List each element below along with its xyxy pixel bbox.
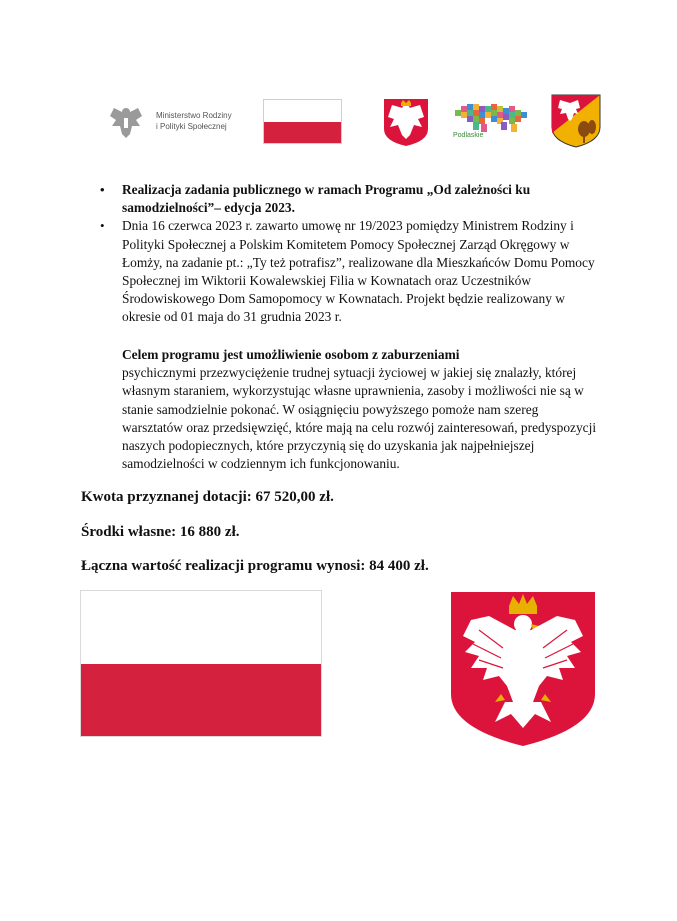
bison-mosaic-icon	[451, 100, 531, 134]
county-shield-icon	[550, 93, 602, 149]
polish-flag-large	[80, 590, 322, 737]
flag-red-stripe	[81, 664, 321, 737]
goal-text: psychicznymi przezwyciężenie trudnej sytuacji życiowej w jakiej się znalazły, której własnym staraniem, wykorzystując własne uprawnienia, zasoby i możliwości nie są w stanie samodzielnie pokonać. W osiągnięciu powyższego pomoże nam szereg warsztatów oraz przedsięwzięć, które mają na celu rozwój zainteresowań, predyspozycji naszych podopiecznych, które przyczynią się do uzyskania jak najpełniejszej samodzielności w codziennym ich funkcjonowaniu.	[122, 365, 597, 472]
ministry-eagle-icon	[106, 102, 146, 142]
flag-white-stripe	[264, 100, 341, 122]
grant-amount: Kwota przyznanej dotacji: 67 520,00 zł.	[81, 489, 334, 505]
ministry-name-line1: Ministerstwo Rodziny	[156, 111, 232, 120]
white-eagle-icon	[382, 97, 430, 147]
polish-emblem-large	[449, 590, 597, 748]
flag-red-stripe	[264, 122, 341, 144]
total-value: Łączna wartość realizacji programu wynosi: 84 400 zł.	[81, 558, 429, 574]
podlaskie-label: Podlaskie	[453, 132, 484, 139]
white-eagle-icon	[449, 590, 597, 748]
ministry-name	[156, 110, 232, 132]
ministry-name-line2: i Polityki Społecznej	[156, 122, 227, 131]
county-coat-of-arms	[550, 93, 602, 149]
ministry-logo	[106, 102, 256, 142]
polish-emblem-small	[382, 97, 430, 147]
flag-white-stripe	[81, 591, 321, 664]
polish-flag-small	[263, 99, 342, 144]
program-title-line1: Realizacja zadania publicznego w ramach Programu „Od zależności ku	[122, 182, 531, 197]
program-goal	[122, 346, 602, 473]
announcement-list	[100, 181, 600, 327]
goal-heading: Celem programu jest umożliwienie osobom z zaburzeniami	[122, 347, 460, 362]
own-funds: Środki własne: 16 880 zł.	[81, 524, 240, 540]
list-item-program-title	[100, 181, 600, 217]
list-item-agreement: • Dnia 16 czerwca 2023 r. zawarto umowę nr 19/2023 pomiędzy Ministrem Rodziny i Polityki Społecznej a Polskim Komitetem Pomocy Społecznej Zarząd Okręgowy w Łomży, na zadanie pt.: „Ty też potrafisz”, realizowane dla Mieszkańców Domu Pomocy Społecznej im Wiktorii Kowalewskiej Filia w Kownatach oraz Uczestników Środowiskowego Dom Samopomocy w Kownatach. Projekt będzie realizowany w okresie od 01 maja do 31 grudnia 2023 r.	[100, 217, 600, 326]
program-title-line2: samodzielności”– edycja 2023.	[122, 200, 295, 216]
podlaskie-logo	[451, 100, 531, 146]
